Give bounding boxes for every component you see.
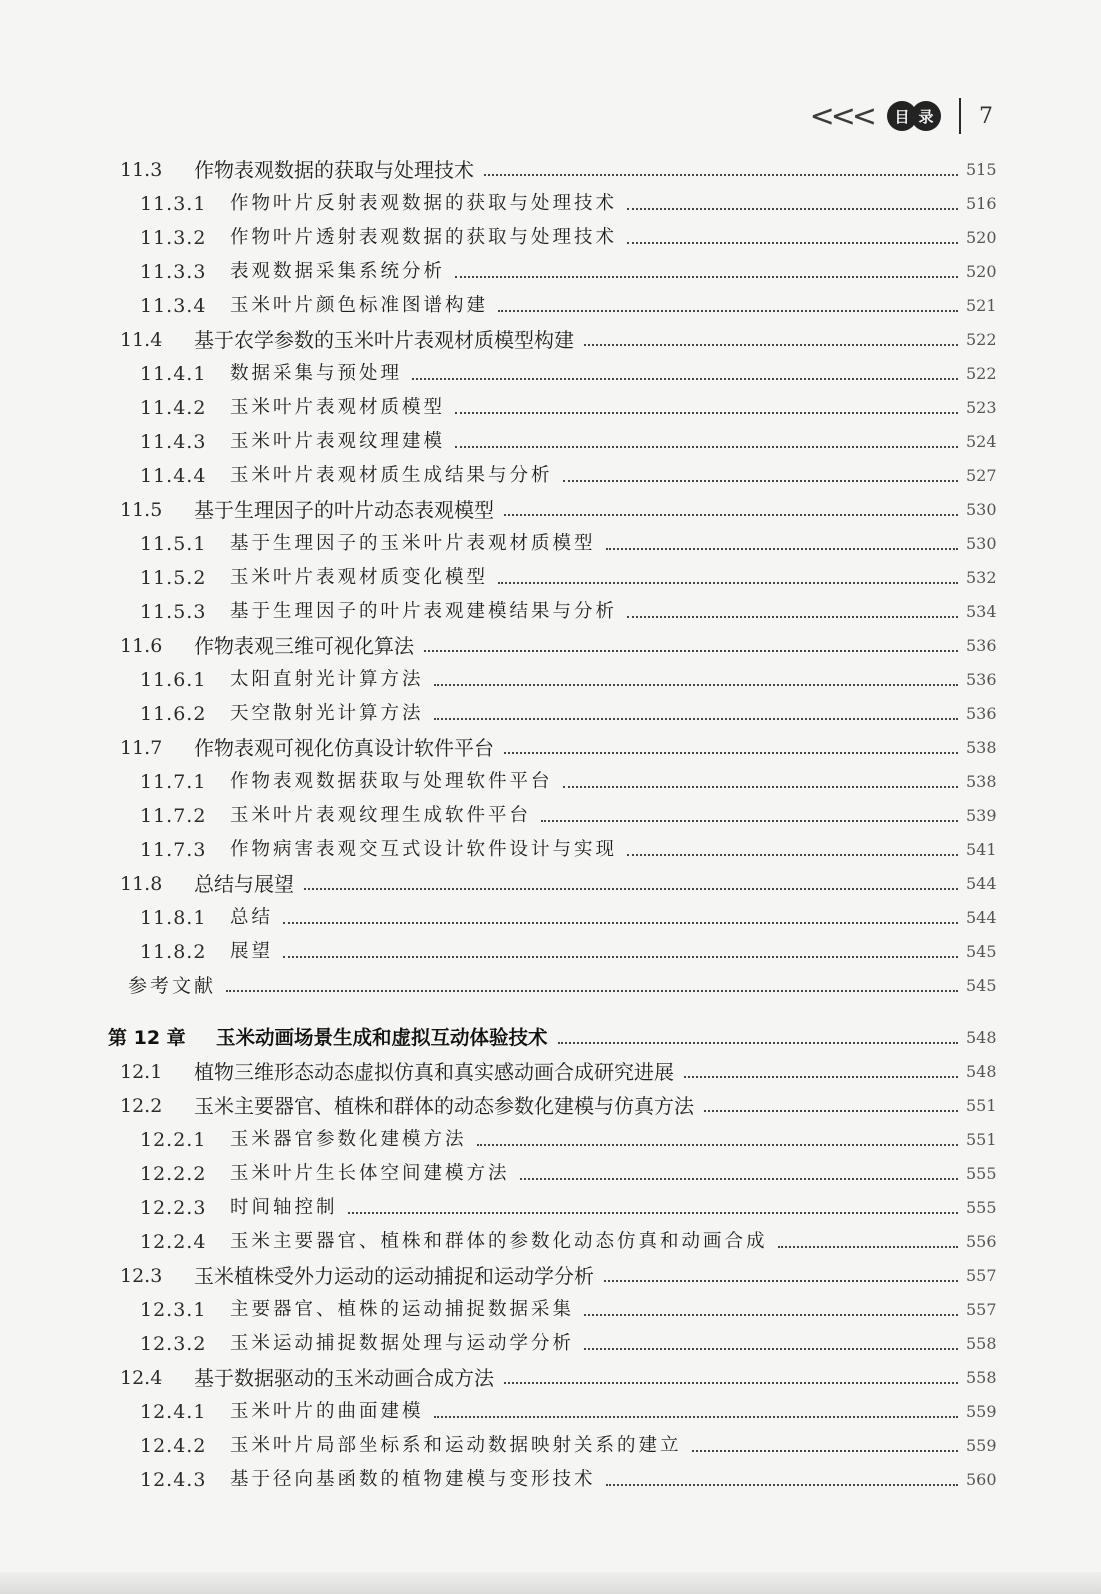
- dot-leader: [627, 616, 958, 618]
- toc-entry[interactable]: [108, 760, 996, 794]
- toc-page-number: 557: [966, 1266, 997, 1285]
- toc-section-number: 11.6: [120, 635, 163, 657]
- dot-leader: [434, 1416, 958, 1418]
- toc-entry[interactable]: [108, 1254, 996, 1288]
- toc-section-number: 12.2.1: [140, 1129, 207, 1151]
- toc-entry-title: 基于生理因子的玉米叶片表观材质模型: [230, 533, 596, 554]
- toc-entry[interactable]: [108, 1424, 996, 1458]
- dot-leader: [484, 174, 958, 176]
- toc-entry-title: 作物表观数据获取与处理软件平台: [230, 771, 553, 792]
- toc-entry[interactable]: [108, 352, 996, 386]
- toc-entry[interactable]: [108, 1084, 996, 1118]
- toc-entry-title: 基于生理因子的叶片表观建模结果与分析: [230, 601, 618, 622]
- toc-section-number: 11.3.1: [140, 193, 207, 215]
- dot-leader: [584, 1314, 958, 1316]
- toc-entry[interactable]: [108, 1220, 996, 1254]
- toc-entry[interactable]: [108, 930, 996, 964]
- toc-page-number: 548: [966, 1028, 997, 1047]
- dot-leader: [504, 752, 958, 754]
- toc-section-number: 12.1: [120, 1061, 163, 1083]
- dot-leader: [455, 446, 958, 448]
- toc-entry[interactable]: [108, 420, 996, 454]
- toc-section-number: 11.4.3: [140, 431, 207, 453]
- toc-page-number: 523: [966, 398, 997, 417]
- toc-entry[interactable]: [108, 318, 996, 352]
- dot-leader: [704, 1110, 958, 1112]
- toc-entry-title: 基于数据驱动的玉米动画合成方法: [194, 1366, 494, 1390]
- dot-leader: [226, 990, 958, 992]
- dot-leader: [692, 1450, 958, 1452]
- toc-entry-title: 玉米动画场景生成和虚拟互动体验技术: [216, 1026, 548, 1049]
- toc-entry[interactable]: [108, 1050, 996, 1084]
- toc-page-number: 520: [966, 262, 997, 281]
- dot-leader: [520, 1178, 958, 1180]
- toc-page-number: 530: [966, 534, 997, 553]
- toc-entry[interactable]: [108, 386, 996, 420]
- toc-entry[interactable]: [108, 556, 996, 590]
- chevrons-icon: <<<: [809, 98, 873, 134]
- toc-entry[interactable]: [108, 1356, 996, 1390]
- toc-entry[interactable]: [108, 692, 996, 726]
- dot-leader: [627, 208, 958, 210]
- toc-page-number: 522: [966, 364, 997, 383]
- dot-leader: [558, 1042, 958, 1044]
- toc-page-number: 539: [966, 806, 997, 825]
- dot-leader: [504, 514, 958, 516]
- dot-leader: [477, 1144, 958, 1146]
- toc-entry[interactable]: [108, 216, 996, 250]
- toc-entry[interactable]: [108, 658, 996, 692]
- badge-glyph: 目: [887, 101, 917, 131]
- toc-entry[interactable]: [108, 1186, 996, 1220]
- toc-entry[interactable]: [108, 1288, 996, 1322]
- toc-page-number: 536: [966, 704, 997, 723]
- toc-page-number: 534: [966, 602, 997, 621]
- toc-section-number: 11.8.1: [140, 907, 207, 929]
- dot-leader: [606, 1484, 958, 1486]
- toc-entry-title: 玉米叶片颜色标准图谱构建: [230, 295, 489, 316]
- toc-entry-title: 玉米叶片生长体空间建模方法: [230, 1163, 510, 1184]
- running-header: [810, 96, 993, 136]
- toc-section-number: 12.3: [120, 1265, 163, 1287]
- toc-page-number: 559: [966, 1436, 997, 1455]
- dot-leader: [778, 1246, 958, 1248]
- dot-leader: [304, 888, 958, 890]
- page-number: 7: [979, 103, 993, 129]
- dot-leader: [627, 242, 958, 244]
- toc-section-number: 12.2.4: [140, 1231, 207, 1253]
- toc-page-number: 545: [966, 942, 997, 961]
- toc-page-number: 521: [966, 296, 997, 315]
- toc-page-number: 559: [966, 1402, 997, 1421]
- dot-leader: [684, 1076, 958, 1078]
- toc-entry-title: 作物表观数据的获取与处理技术: [194, 158, 474, 182]
- toc-page-number: 555: [966, 1198, 997, 1217]
- toc-entry-title: 展望: [230, 941, 274, 962]
- toc-entry-title: 作物叶片透射表观数据的获取与处理技术: [230, 227, 618, 248]
- toc-page-number: 527: [966, 466, 997, 485]
- toc-section-number: 12.4: [120, 1367, 163, 1389]
- toc-entry[interactable]: [108, 828, 996, 862]
- toc-entry-title: 基于农学参数的玉米叶片表观材质模型构建: [194, 328, 574, 352]
- toc-section-number: 11.5: [120, 499, 163, 521]
- toc-entry[interactable]: [108, 284, 996, 318]
- toc-entry-title: 主要器官、植株的运动捕捉数据采集: [230, 1299, 575, 1320]
- toc-section-number: 12.4.3: [140, 1469, 207, 1491]
- toc-entry[interactable]: [108, 148, 996, 182]
- dot-leader: [455, 412, 958, 414]
- toc-entry[interactable]: [108, 522, 996, 556]
- toc-page-number: 524: [966, 432, 997, 451]
- toc-entry[interactable]: [108, 1390, 996, 1424]
- toc-entry[interactable]: [108, 1322, 996, 1356]
- toc-entry-title: 玉米运动捕捉数据处理与运动学分析: [230, 1333, 575, 1354]
- toc-entry[interactable]: [108, 896, 996, 930]
- toc-page-number: 558: [966, 1334, 997, 1353]
- toc-entry[interactable]: [108, 1152, 996, 1186]
- toc-entry-title: 玉米叶片表观纹理生成软件平台: [230, 805, 532, 826]
- toc-entry[interactable]: [108, 624, 996, 658]
- toc-entry-title: 玉米叶片表观纹理建模: [230, 431, 446, 452]
- toc-entry-title: 植物三维形态动态虚拟仿真和真实感动画合成研究进展: [194, 1060, 674, 1084]
- dot-leader: [283, 956, 958, 958]
- toc-entry-title: 作物表观三维可视化算法: [194, 634, 414, 658]
- toc-page-number: 522: [966, 330, 997, 349]
- toc-page-number: 557: [966, 1300, 997, 1319]
- dot-leader: [283, 922, 958, 924]
- toc-entry-title: 基于生理因子的叶片动态表观模型: [194, 498, 494, 522]
- toc-entry[interactable]: [108, 250, 996, 284]
- toc-page-number: 520: [966, 228, 997, 247]
- toc-entry[interactable]: [108, 454, 996, 488]
- toc-entry[interactable]: [108, 182, 996, 216]
- toc-entry[interactable]: [108, 590, 996, 624]
- toc-section-number: 12.2.3: [140, 1197, 207, 1219]
- dot-leader: [348, 1212, 958, 1214]
- dot-leader: [584, 344, 958, 346]
- toc-page-number: 536: [966, 636, 997, 655]
- toc-entry-title: 总结: [230, 907, 274, 928]
- toc-page-number: 555: [966, 1164, 997, 1183]
- toc-entry-title: 表观数据采集系统分析: [230, 261, 446, 282]
- dot-leader: [498, 582, 958, 584]
- toc-page-number: 558: [966, 1368, 997, 1387]
- dot-leader: [424, 650, 958, 652]
- toc-section-number: 11.3.2: [140, 227, 207, 249]
- header-divider: [959, 98, 961, 134]
- toc-section-number: 12.4.2: [140, 1435, 207, 1457]
- toc-page-number: 545: [966, 976, 997, 995]
- toc-page-number: 538: [966, 772, 997, 791]
- toc-section-number: 11.3.4: [140, 295, 207, 317]
- toc-entry-title: 时间轴控制: [230, 1197, 338, 1218]
- badge-glyph: 录: [911, 101, 941, 131]
- toc-entry-title: 玉米叶片表观材质变化模型: [230, 567, 489, 588]
- dot-leader: [563, 480, 958, 482]
- dot-leader: [584, 1348, 958, 1350]
- toc-page-number: 515: [966, 160, 997, 179]
- toc-section-number: 11.7.2: [140, 805, 207, 827]
- toc-entry-title: 玉米器官参数化建模方法: [230, 1129, 467, 1150]
- toc-entry-title: 玉米叶片表观材质模型: [230, 397, 446, 418]
- dot-leader: [541, 820, 958, 822]
- toc-section-number: 11.8.2: [140, 941, 207, 963]
- toc-entry-title: 数据采集与预处理: [230, 363, 403, 384]
- toc-section-number: 11.3.3: [140, 261, 207, 283]
- toc-page-number: 541: [966, 840, 997, 859]
- toc-entry-title: 天空散射光计算方法: [230, 703, 424, 724]
- toc-entry-title: 作物表观可视化仿真设计软件平台: [194, 736, 494, 760]
- dot-leader: [604, 1280, 958, 1282]
- dot-leader: [434, 718, 958, 720]
- toc-entry-title: 玉米叶片表观材质生成结果与分析: [230, 465, 553, 486]
- toc-entry-title: 作物叶片反射表观数据的获取与处理技术: [230, 193, 618, 214]
- toc-section-number: 11.8: [120, 873, 163, 895]
- toc-page-number: 544: [966, 908, 997, 927]
- toc-section-number: 11.7.1: [140, 771, 207, 793]
- toc-section-number: 11.6.2: [140, 703, 207, 725]
- toc-entry[interactable]: [108, 726, 996, 760]
- toc-section-number: 12.3.1: [140, 1299, 207, 1321]
- toc-section-number: 12.2.2: [140, 1163, 207, 1185]
- dot-leader: [498, 310, 958, 312]
- toc-entry-title: 参考文献: [128, 975, 217, 997]
- toc-page-number: 556: [966, 1232, 997, 1251]
- toc-entry-title: 玉米植株受外力运动的运动捕捉和运动学分析: [194, 1264, 594, 1288]
- dot-leader: [504, 1382, 958, 1384]
- toc-entry-title: 太阳直射光计算方法: [230, 669, 424, 690]
- toc-section-number: 11.5.1: [140, 533, 207, 555]
- toc-entry-title: 玉米叶片的曲面建模: [230, 1401, 424, 1422]
- toc-section-number: 11.4.4: [140, 465, 207, 487]
- toc-entry[interactable]: [108, 794, 996, 828]
- toc-section-number: 第 12 章: [108, 1027, 186, 1049]
- toc-page-number: 530: [966, 500, 997, 519]
- dot-leader: [434, 684, 958, 686]
- toc-section-number: 11.5.2: [140, 567, 207, 589]
- toc-page-number: 532: [966, 568, 997, 587]
- toc-entry-title: 作物病害表观交互式设计软件设计与实现: [230, 839, 618, 860]
- toc-section-number: 11.5.3: [140, 601, 207, 623]
- toc-entry-title: 玉米主要器官、植株和群体的参数化动态仿真和动画合成: [230, 1231, 768, 1252]
- toc-section-number: 11.4: [120, 329, 163, 351]
- toc-section-number: 11.4.1: [140, 363, 207, 385]
- dot-leader: [455, 276, 958, 278]
- dot-leader: [606, 548, 958, 550]
- toc-section-number: 11.7: [120, 737, 163, 759]
- toc-section-number: 11.4.2: [140, 397, 207, 419]
- toc-section-number: 11.6.1: [140, 669, 207, 691]
- toc-page-number: 516: [966, 194, 997, 213]
- toc-entry-title: 基于径向基函数的植物建模与变形技术: [230, 1469, 596, 1490]
- toc-page-number: 536: [966, 670, 997, 689]
- contents-badge-icon: [887, 101, 941, 131]
- toc-section-number: 12.3.2: [140, 1333, 207, 1355]
- toc-page-number: 551: [966, 1096, 997, 1115]
- toc-section-number: 12.2: [120, 1095, 163, 1117]
- dot-leader: [412, 378, 958, 380]
- toc-page-number: 560: [966, 1470, 997, 1489]
- toc-page-number: 544: [966, 874, 997, 893]
- toc-entry[interactable]: [108, 1458, 996, 1492]
- toc-section-number: 12.4.1: [140, 1401, 207, 1423]
- toc-entry[interactable]: [108, 862, 996, 896]
- table-of-contents: [108, 148, 996, 1492]
- toc-entry[interactable]: [108, 1118, 996, 1152]
- toc-section-number: 11.3: [120, 159, 163, 181]
- toc-page-number: 551: [966, 1130, 997, 1149]
- toc-entry[interactable]: [108, 964, 996, 998]
- toc-page-number: 548: [966, 1062, 997, 1081]
- toc-section-number: 11.7.3: [140, 839, 207, 861]
- dot-leader: [563, 786, 958, 788]
- dot-leader: [627, 854, 958, 856]
- toc-entry[interactable]: [108, 488, 996, 522]
- page-bottom-edge: [0, 1572, 1101, 1594]
- toc-page-number: 538: [966, 738, 997, 757]
- toc-entry-title: 玉米叶片局部坐标系和运动数据映射关系的建立: [230, 1435, 682, 1456]
- toc-entry-title: 玉米主要器官、植株和群体的动态参数化建模与仿真方法: [194, 1094, 694, 1118]
- toc-chapter-row[interactable]: [108, 1014, 996, 1050]
- toc-entry-title: 总结与展望: [194, 872, 294, 896]
